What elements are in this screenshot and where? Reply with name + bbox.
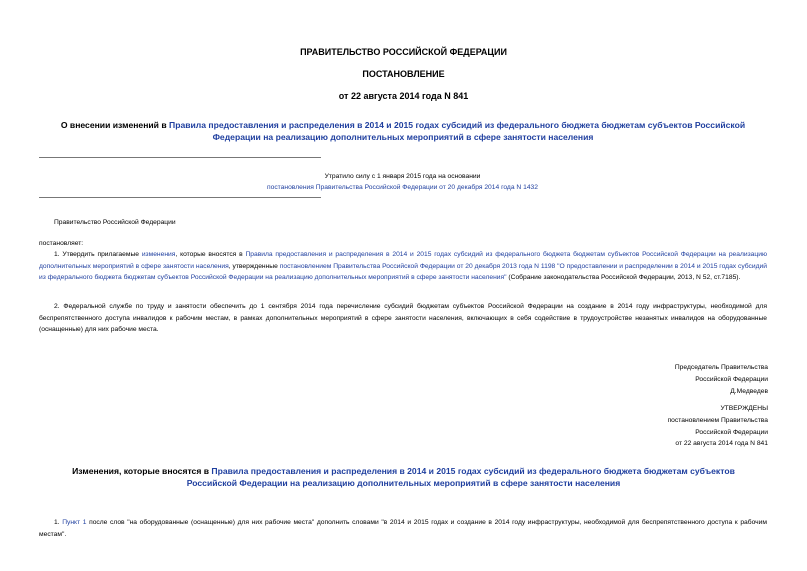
divider-bottom <box>39 197 321 198</box>
status-note-text: Утратило силу с 1 января 2015 года на основании <box>324 173 481 180</box>
repeal-decree-link[interactable]: постановления Правительства Российской Федерации от 20 декабря 2014 года N 1432 <box>267 184 538 191</box>
paragraph-1 <box>39 249 767 284</box>
government-label: Правительство Российской Федерации <box>54 219 176 226</box>
approval-org: Российской Федерации <box>695 428 768 436</box>
government-heading: ПРАВИТЕЛЬСТВО РОССИЙСКОЙ ФЕДЕРАЦИИ <box>300 47 507 57</box>
document-title <box>42 120 764 143</box>
p1-text-c: , утвержденные <box>228 262 280 270</box>
changes-title-prefix: Изменения, которые вносятся в <box>72 466 212 476</box>
signature-block <box>675 362 768 397</box>
signature-position: Председатель Правительства <box>674 364 768 371</box>
divider-top <box>39 157 321 158</box>
decree-1198-link[interactable]: постановлением Правительства Российской Федерации от 20 декабря 2013 года N 1198 "О предоставлении и распределении в 2014 и 2015 годах субсидий из федерального бюджета бюджетам субъектов Российской Федерации на реализацию дополнительных мероприятий в сфере занятости населения" <box>39 262 767 281</box>
decides-label: постановляет: <box>39 240 84 247</box>
changes-title <box>50 466 757 489</box>
change1-text: после слов "на оборудованные (оснащенные) для них рабочие места" дополнить словами "в 2014 и 2015 годах и создание в 2014 году инфраструктуры, необходимой для беспрепятственного доступа к рабочим местам". <box>39 519 767 538</box>
change1-number: 1. <box>54 519 63 526</box>
p1-text-a: 1. Утвердить прилагаемые <box>54 251 142 258</box>
point-1-link[interactable]: Пункт 1 <box>62 519 87 526</box>
rules-link[interactable]: Правила предоставления и распределения в 2014 и 2015 годах субсидий из федерального бюджета бюджетам субъектов Российской Федерации на реализацию дополнительных мероприятий в сфере занятости населения <box>169 120 746 142</box>
changes-link[interactable]: изменения <box>141 251 176 258</box>
change-item-1 <box>39 517 767 540</box>
p1-text-b: , которые вносятся в <box>175 251 246 258</box>
document-title-prefix: О внесении изменений в <box>60 120 170 130</box>
rules-link-changes[interactable]: Правила предоставления и распределения в 2014 и 2015 годах субсидий из федерального бюджета бюджетам субъектов Российской Федерации на реализацию дополнительных мероприятий в сфере занятости населения <box>186 466 735 488</box>
signature-org: Российской Федерации <box>695 375 768 383</box>
approval-by: постановлением Правительства <box>667 416 768 424</box>
approval-label: УТВЕРЖДЕНЫ <box>720 405 768 412</box>
document-date-number: от 22 августа 2014 года N 841 <box>338 91 469 101</box>
document-type: ПОСТАНОВЛЕНИЕ <box>362 69 445 79</box>
rules-link-body[interactable]: Правила предоставления и распределения в 2014 и 2015 годах субсидий из федерального бюджета бюджетам субъектов Российской Федерации на реализацию дополнительных мероприятий в сфере занятости населения <box>39 251 767 270</box>
approval-date: от 22 августа 2014 года N 841 <box>675 440 768 448</box>
paragraph-2: 2. Федеральной службе по труду и занятости обеспечить до 1 сентября 2014 года перечисление субсидий бюджетам субъектов Российской Федерации на создание в 2014 году инфраструктуры, необходимой для беспрепятственного доступа инвалидов к рабочим местам, в рамках дополнительных мероприятий в сфере занятости населения, включающих в себя содействие в трудоустройстве незанятых инвалидов на оборудованные (оснащенные) для них рабочие места. <box>39 303 767 333</box>
p1-text-d: (Собрание законодательства Российской Федерации, 2013, N 52, ст.7185). <box>506 274 741 281</box>
approval-block <box>668 403 768 450</box>
status-note <box>150 171 655 193</box>
signature-name: Д.Медведев <box>730 387 768 395</box>
